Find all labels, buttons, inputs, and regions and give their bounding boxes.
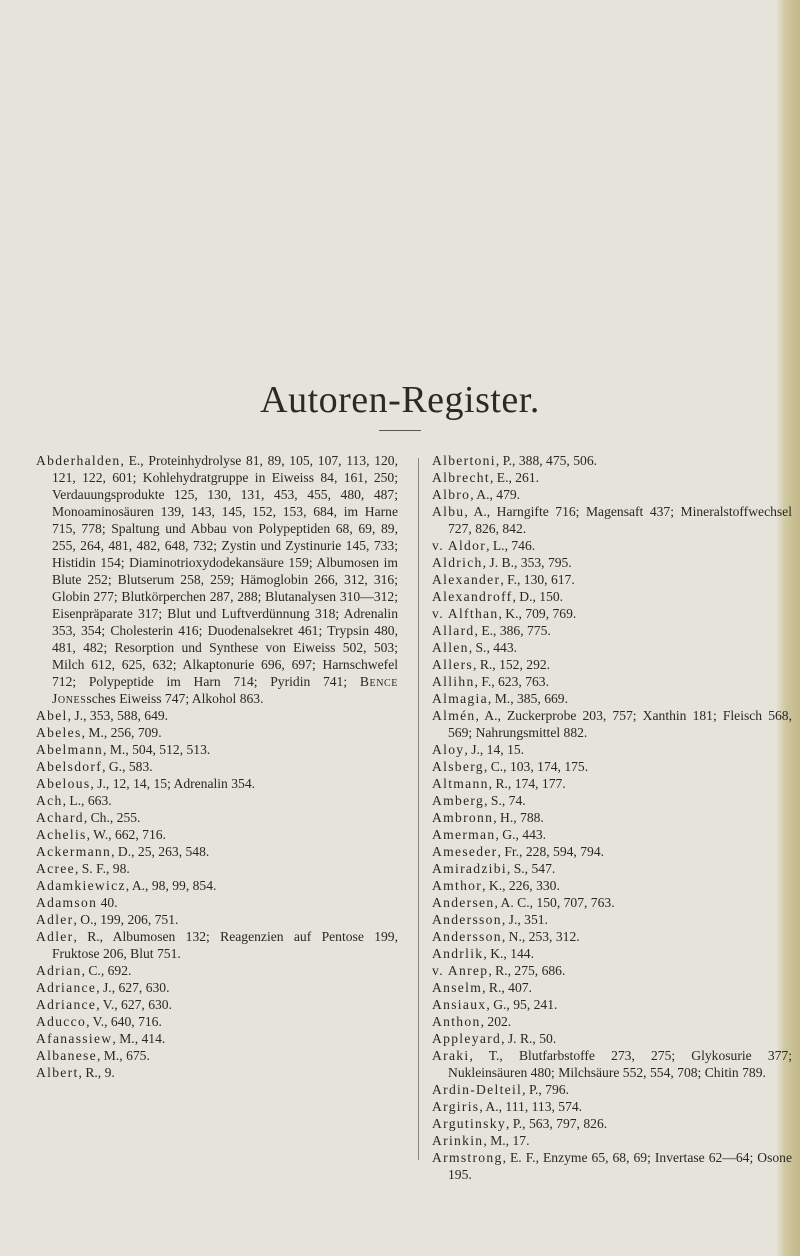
index-entry (36, 758, 398, 775)
index-entry (432, 452, 792, 469)
column-divider (418, 458, 419, 1160)
author-name: Anthon (432, 1014, 481, 1029)
index-entry (432, 486, 792, 503)
entry-text: , M., 414. (112, 1031, 166, 1046)
entry-text: , R., 152, 292. (473, 657, 551, 672)
entry-text: , N., 253, 312. (501, 929, 580, 944)
author-name: Allihn (432, 674, 475, 689)
author-name: Abelmann (36, 742, 104, 757)
entry-text: , A., 98, 99, 854. (125, 878, 217, 893)
author-name: Ach (36, 793, 63, 808)
index-entry (432, 962, 792, 979)
entry-text: , M., 256, 709. (81, 725, 162, 740)
index-entry (432, 469, 792, 486)
author-name: Ameseder (432, 844, 498, 859)
entry-text: , V., 640, 716. (86, 1014, 162, 1029)
index-entry (36, 996, 398, 1013)
entry-text: , R., 407. (482, 980, 532, 995)
entry-text: , A., Harngifte 716; Magensaft 437; Mineralstoffwechsel 727, 826, 842. (448, 504, 792, 536)
entry-text: , R., Albumosen 132; Reagenzien auf Pentose 199, Fruktose 206, Blut 751. (52, 929, 398, 961)
index-entry (432, 860, 792, 877)
index-entry (36, 724, 398, 741)
index-entry (432, 622, 792, 639)
author-name: Adamkiewicz (36, 878, 126, 893)
entry-text: , E., 386, 775. (474, 623, 551, 638)
index-entry (432, 690, 792, 707)
entry-text-tail: sches Eiweiss 747; Alkohol 863. (86, 691, 264, 706)
author-name: Albu (432, 504, 465, 519)
author-name: Appleyard (432, 1031, 502, 1046)
author-name: Achard (36, 810, 84, 825)
author-name: Acree (36, 861, 75, 876)
author-name: Altmann (432, 776, 489, 791)
author-name: Argutinsky (432, 1116, 506, 1131)
author-name: Albro (432, 487, 471, 502)
author-name: Andersson (432, 912, 502, 927)
entry-text: , M., 17. (483, 1133, 530, 1148)
entry-text: , D., 150. (512, 589, 564, 604)
index-entry (36, 775, 398, 792)
author-name: Allen (432, 640, 469, 655)
entry-text: , S., 443. (468, 640, 518, 655)
author-name: Armstrong (432, 1150, 503, 1165)
entry-text: , 202. (480, 1014, 512, 1029)
author-name: Adriance (36, 980, 97, 995)
author-name: Adamson (36, 895, 98, 910)
index-entry (432, 894, 792, 911)
entry-text: , O., 199, 206, 751. (73, 912, 179, 927)
index-entry (432, 707, 792, 741)
index-entry (432, 571, 792, 588)
author-name: Adler (36, 912, 74, 927)
index-entry (432, 1013, 792, 1030)
index-entry (36, 1030, 398, 1047)
entry-text: , F., 623, 763. (474, 674, 549, 689)
author-name: Almagia (432, 691, 488, 706)
entry-text: , Fr., 228, 594, 794. (497, 844, 605, 859)
author-name: Amthor (432, 878, 483, 893)
author-name: v. Aldor (432, 538, 487, 553)
author-name: Amiradzibi (432, 861, 507, 876)
index-entry (432, 537, 792, 554)
index-entry (36, 452, 398, 707)
author-name: Argiris (432, 1099, 480, 1114)
index-entry (432, 996, 792, 1013)
index-entry (432, 1030, 792, 1047)
index-entry (432, 588, 792, 605)
entry-text: , A. C., 150, 707, 763. (494, 895, 615, 910)
index-entry (432, 826, 792, 843)
author-name: Abelsdorf (36, 759, 103, 774)
author-name: Andersson (432, 929, 502, 944)
author-name: Aldrich (432, 555, 483, 570)
entry-text: , P., 388, 475, 506. (495, 453, 598, 468)
entry-text: , J., 351. (501, 912, 548, 927)
index-entry (432, 1047, 792, 1081)
entry-text: , S., 74. (484, 793, 526, 808)
entry-text: , J., 353, 588, 649. (67, 708, 169, 723)
index-entry (432, 1081, 792, 1098)
entry-text: , J., 627, 630. (96, 980, 170, 995)
entry-text: , F., 130, 617. (500, 572, 575, 587)
entry-text: , K., 226, 330. (482, 878, 560, 893)
author-name: Almén (432, 708, 476, 723)
index-entry (36, 809, 398, 826)
page-title: Autoren-Register. (260, 379, 540, 421)
entry-text: , M., 675. (96, 1048, 150, 1063)
index-entry (432, 877, 792, 894)
index-entry (432, 792, 792, 809)
author-name: Allard (432, 623, 475, 638)
author-name: Andersen (432, 895, 495, 910)
index-column-right (432, 452, 792, 1183)
entry-text: , R., 275, 686. (488, 963, 566, 978)
index-entry (432, 979, 792, 996)
entry-text: , T., Blutfarbstoffe 273, 275; Glykosurie 377; Nukleinsäuren 480; Milchsäure 552, 554, 708; Chitin 789. (448, 1048, 792, 1080)
entry-text: , E., 261. (489, 470, 540, 485)
index-entry (36, 911, 398, 928)
index-entry (432, 809, 792, 826)
author-name: Adrian (36, 963, 82, 978)
index-entry (36, 860, 398, 877)
author-name: Aloy (432, 742, 465, 757)
index-entry (432, 843, 792, 860)
entry-text: , G., 583. (102, 759, 153, 774)
entry-text: , A., 479. (470, 487, 521, 502)
index-entry (432, 1132, 792, 1149)
author-name: Albrecht (432, 470, 490, 485)
entry-text: , D., 25, 263, 548. (111, 844, 210, 859)
author-name: Aducco (36, 1014, 87, 1029)
entry-smallcaps: Bence Jones (52, 674, 398, 706)
index-entry (36, 826, 398, 843)
author-name: Alsberg (432, 759, 484, 774)
author-name: v. Alfthan (432, 606, 499, 621)
index-entry (432, 1149, 792, 1183)
author-name: Abel (36, 708, 68, 723)
author-name: Amberg (432, 793, 485, 808)
entry-text: , H., 788. (493, 810, 544, 825)
entry-text: , M., 385, 669. (487, 691, 568, 706)
entry-text: , E. F., Enzyme 65, 68, 69; Invertase 62—64; Osone 195. (448, 1150, 792, 1182)
entry-text: , M., 504, 512, 513. (103, 742, 211, 757)
entry-text: , C., 103, 174, 175. (483, 759, 589, 774)
entry-text: , P., 563, 797, 826. (505, 1116, 608, 1131)
author-name: Araki (432, 1048, 470, 1063)
author-name: Ackermann (36, 844, 112, 859)
entry-text: , E., Proteinhydrolyse 81, 89, 105, 107, 113, 120, 121, 122, 601; Kohlehydratgruppe in Eiweiss 84, 161, 250; Verdauungsprodukte 125, 130, 131, 453, 455, 480, 487; Monoaminosäuren 139, 143, 145, 152, 153, 684, im Harne 715, 778; Spaltung und Abbau von Polypeptiden 68, 69, 89, 255, 264, 481, 482, 648, 732; Zystin und Zystinurie 145, 733; Histidin 154; Diaminotrioxydodekansäure 159; Albumosen im Blute 252; Blutserum 258, 259; Hämoglobin 266, 312, 316; Globin 277; Blutkörperchen 287, 288; Blutanalysen 310—312; Eisenpräparate 317; Blut und Luftverdünnung 318; Adrenalin 353, 354; Cholesterin 416; Duodenalsekret 461; Trypsin 480, 481, 482; Resorption und Synthese von Eiweiss 502, 503; Milch 612, 625, 632; Alkaptonurie 696, 697; Harnschwefel 712; Polypeptide im Harn 714; Pyridin 741; (52, 453, 398, 689)
index-entry (36, 928, 398, 962)
author-name: Abelous (36, 776, 91, 791)
entry-text: , C., 692. (81, 963, 132, 978)
author-name: Anselm (432, 980, 483, 995)
author-name: Afanassiew (36, 1031, 113, 1046)
author-name: Ardin-Delteil (432, 1082, 523, 1097)
entry-text: , P., 796. (522, 1082, 569, 1097)
entry-text: , J. R., 50. (501, 1031, 557, 1046)
entry-text: , K., 709, 769. (498, 606, 577, 621)
index-entry (432, 775, 792, 792)
index-entry (36, 707, 398, 724)
entry-text: , S. F., 98. (74, 861, 130, 876)
index-entry (36, 792, 398, 809)
author-name: Ansiaux (432, 997, 487, 1012)
index-entry (432, 758, 792, 775)
index-entry (36, 877, 398, 894)
index-entry (36, 741, 398, 758)
author-name: Arinkin (432, 1133, 484, 1148)
index-entry (432, 911, 792, 928)
author-name: Abeles (36, 725, 82, 740)
index-entry (432, 554, 792, 571)
author-name: Albert (36, 1065, 79, 1080)
index-entry (36, 962, 398, 979)
entry-text: , K., 144. (483, 946, 534, 961)
entry-text: , L., 663. (62, 793, 112, 808)
author-name: Amerman (432, 827, 496, 842)
index-entry (36, 894, 398, 911)
index-entry (36, 1047, 398, 1064)
index-entry (36, 979, 398, 996)
index-entry (432, 639, 792, 656)
index-column-left (36, 452, 398, 1081)
entry-text: , R., 174, 177. (488, 776, 566, 791)
author-name: Alexander (432, 572, 501, 587)
entry-text: , J. B., 353, 795. (482, 555, 572, 570)
entry-text: , A., 111, 113, 574. (479, 1099, 583, 1114)
author-name: Adriance (36, 997, 97, 1012)
entry-text: , Ch., 255. (83, 810, 141, 825)
author-name: Abderhalden (36, 453, 121, 468)
author-name: Albanese (36, 1048, 97, 1063)
author-name: Andrlik (432, 946, 484, 961)
entry-text: , L., 746. (486, 538, 536, 553)
index-entry (432, 673, 792, 690)
author-name: v. Anrep (432, 963, 489, 978)
author-name: Adler (36, 929, 74, 944)
author-name: Ambronn (432, 810, 494, 825)
author-name: Achelis (36, 827, 87, 842)
index-entry (432, 928, 792, 945)
entry-text: , W., 662, 716. (86, 827, 166, 842)
index-entry (432, 605, 792, 622)
entry-text: , G., 95, 241. (486, 997, 558, 1012)
index-entry (432, 945, 792, 962)
entry-text: 40. (97, 895, 118, 910)
index-entry (36, 1064, 398, 1081)
entry-text: , S., 547. (506, 861, 556, 876)
entry-text: , R., 9. (78, 1065, 115, 1080)
author-name: Alexandroff (432, 589, 513, 604)
entry-text: , A., Zuckerprobe 203, 757; Xanthin 181; Fleisch 568, 569; Nahrungsmittel 882. (448, 708, 792, 740)
author-name: Allers (432, 657, 474, 672)
index-entry (432, 1115, 792, 1132)
index-entry (432, 1098, 792, 1115)
index-entry (432, 503, 792, 537)
title-rule (379, 430, 421, 431)
entry-text: , G., 443. (495, 827, 547, 842)
index-entry (36, 843, 398, 860)
index-entry (36, 1013, 398, 1030)
entry-text: , J., 14, 15. (464, 742, 525, 757)
index-entry (432, 656, 792, 673)
entry-text: , J., 12, 14, 15; Adrenalin 354. (90, 776, 256, 791)
index-entry (432, 741, 792, 758)
entry-text: , V., 627, 630. (96, 997, 173, 1012)
author-name: Albertoni (432, 453, 496, 468)
